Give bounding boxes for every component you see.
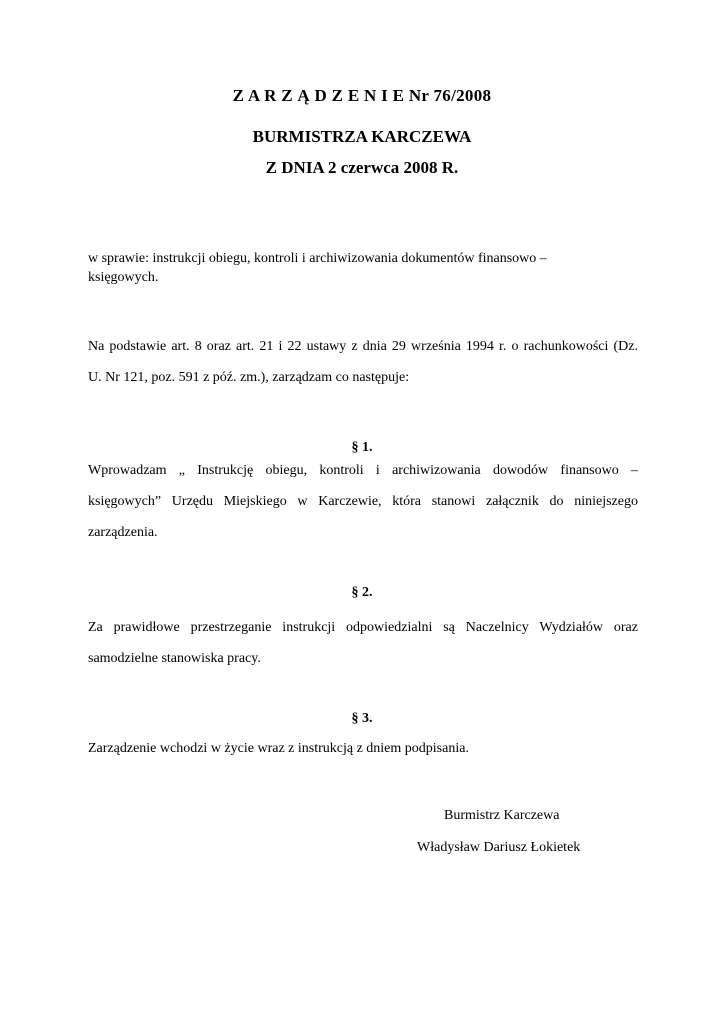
legal-basis-line-2: U. Nr 121, poz. 591 z póź. zm.), zarządzam co następuje: bbox=[88, 370, 410, 385]
signer-name: Władysław Dariusz Łokietek bbox=[417, 840, 581, 855]
section-3-paragraph bbox=[88, 733, 638, 764]
section-3-heading: § 3. bbox=[351, 711, 373, 726]
subject-line-2: księgowych. bbox=[88, 270, 159, 285]
section-1-paragraph bbox=[88, 455, 638, 548]
section-1-line-3: zarządzenia. bbox=[88, 525, 158, 540]
section-1-line-1: Wprowadzam „ Instrukcję obiegu, kontroli i archiwizowania dowodów finansowo – bbox=[88, 463, 638, 478]
document-title: Z A R Z Ą D Z E N I E Nr 76/2008 bbox=[232, 86, 492, 105]
signer-title: Burmistrz Karczewa bbox=[444, 808, 560, 823]
section-1-line-2: księgowych” Urzędu Miejskiego w Karczewie, która stanowi załącznik do niniejszego bbox=[88, 494, 638, 509]
section-1-heading: § 1. bbox=[351, 440, 373, 455]
section-3-line-1: Zarządzenie wchodzi w życie wraz z instrukcją z dniem podpisania. bbox=[88, 741, 469, 756]
legal-basis-line-1: Na podstawie art. 8 oraz art. 21 i 22 ustawy z dnia 29 września 1994 r. o rachunkowości (Dz. bbox=[88, 339, 638, 354]
section-2-line-2: samodzielne stanowiska pracy. bbox=[88, 651, 261, 666]
section-2-line-1: Za prawidłowe przestrzeganie instrukcji odpowiedzialni są Naczelnicy Wydziałów oraz bbox=[88, 620, 638, 635]
document-subject bbox=[88, 249, 588, 287]
subject-line-1: w sprawie: instrukcji obiegu, kontroli i archiwizowania dokumentów finansowo – bbox=[88, 251, 547, 266]
section-2-paragraph bbox=[88, 612, 638, 674]
section-2-heading: § 2. bbox=[351, 585, 373, 600]
document-issuer: BURMISTRZA KARCZEWA bbox=[252, 127, 472, 146]
legal-basis-paragraph bbox=[88, 331, 638, 393]
document-date: Z DNIA 2 czerwca 2008 R. bbox=[265, 158, 459, 177]
